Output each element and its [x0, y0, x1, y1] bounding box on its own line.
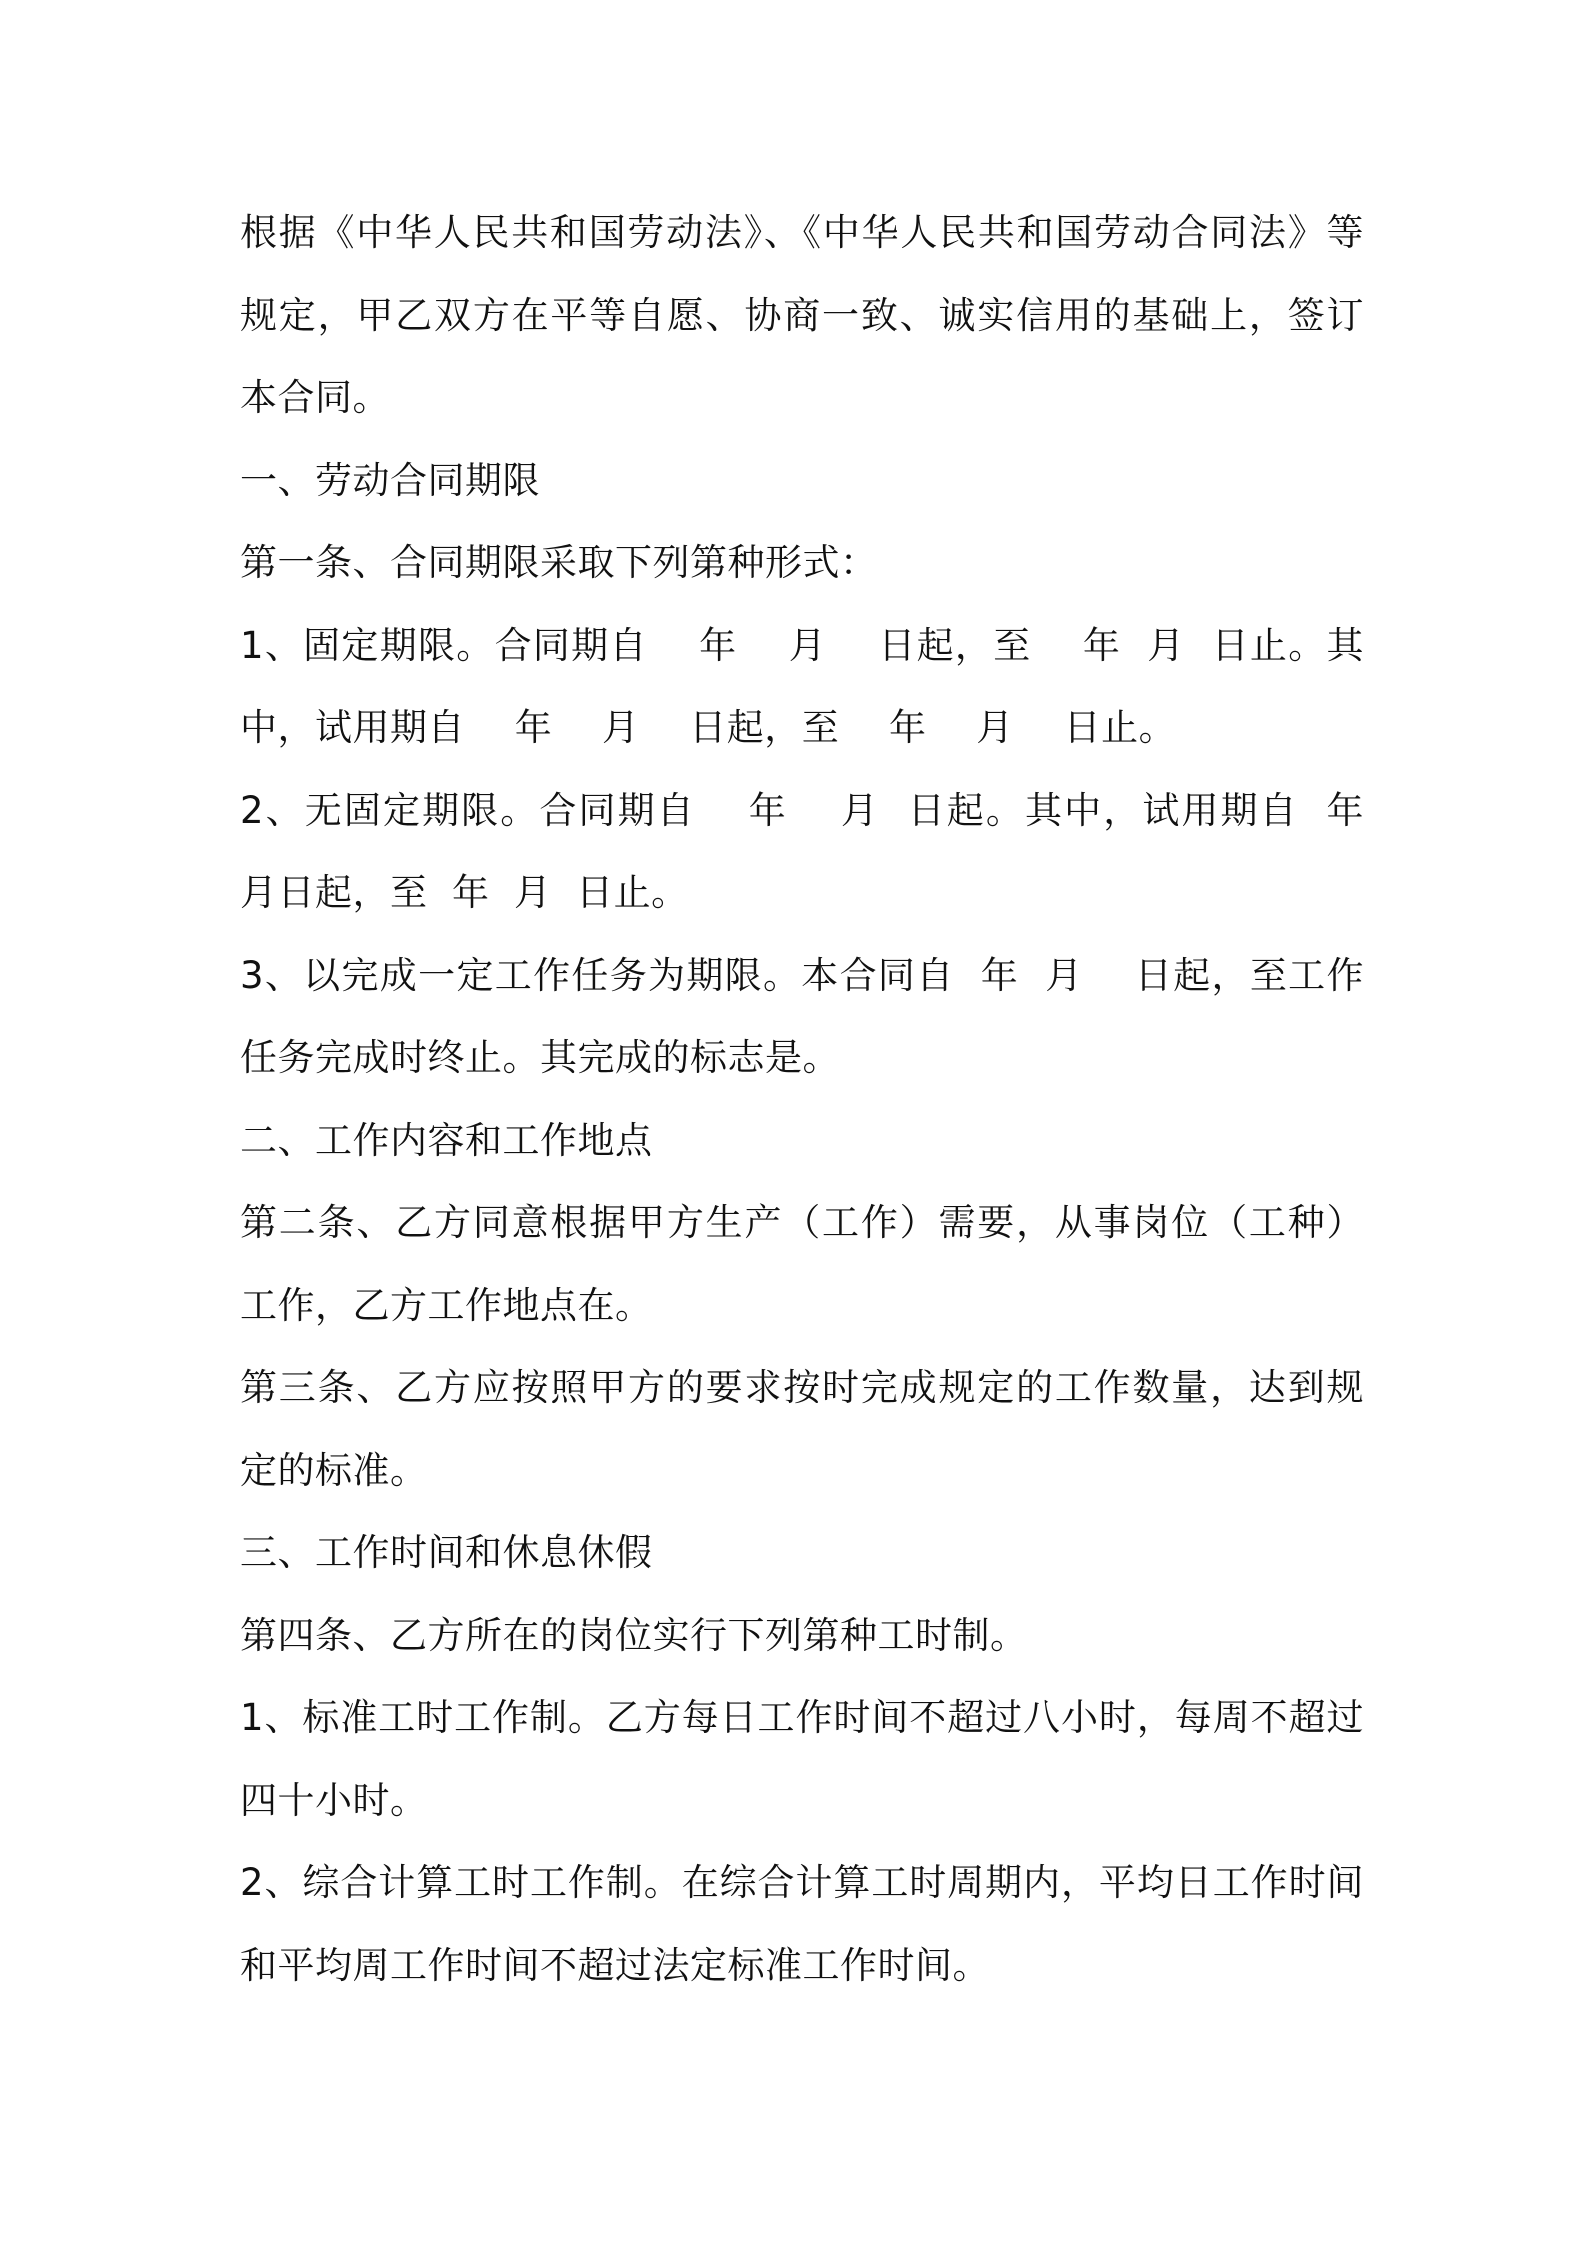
- open-term-paragraph: 2、无固定期限。合同期自 年 月 日起。其中，试用期自 年 月日起，至 年 月 日止。: [240, 788, 1389, 914]
- article-3-paragraph: 第三条、乙方应按照甲方的要求按时完成规定的工作数量，达到规定的标准。: [240, 1366, 1364, 1492]
- intro-paragraph: 根据《中华人民共和国劳动法》、《中华人民共和国劳动合同法》等规定，甲乙双方在平等自愿、协商一致、诚实信用的基础上，签订本合同。: [240, 211, 1364, 419]
- contract-text-body: [240, 192, 1389, 2007]
- fixed-term-paragraph: 1、固定期限。合同期自 年 月 日起，至 年 月 日止。其中，试用期自 年 月 日起，至 年 月 日止。: [240, 623, 1364, 749]
- task-term-paragraph: 3、以完成一定工作任务为期限。本合同自 年 月 日起，至工作任务完成时终止。其完成的标志是。: [240, 953, 1364, 1079]
- section-heading-work-hours: 三、工作时间和休息休假: [240, 1531, 653, 1574]
- standard-hours-paragraph: 1、标准工时工作制。乙方每日工作时间不超过八小时，每周不超过四十小时。: [240, 1696, 1364, 1822]
- article-1-paragraph: 第一条、合同期限采取下列第种形式：: [240, 541, 878, 584]
- article-4-paragraph: 第四条、乙方所在的岗位实行下列第种工时制。: [240, 1613, 1028, 1657]
- comprehensive-hours-paragraph: 2、综合计算工时工作制。在综合计算工时周期内，平均日工作时间和平均周工作时间不超过法定标准工作时间。: [240, 1861, 1364, 1987]
- section-heading-contract-term: 一、劳动合同期限: [240, 458, 540, 502]
- section-heading-work-content: 二、工作内容和工作地点: [240, 1118, 653, 1162]
- article-2-paragraph: 第二条、乙方同意根据甲方生产（工作）需要，从事岗位（工种）工作，乙方工作地点在。: [240, 1201, 1364, 1327]
